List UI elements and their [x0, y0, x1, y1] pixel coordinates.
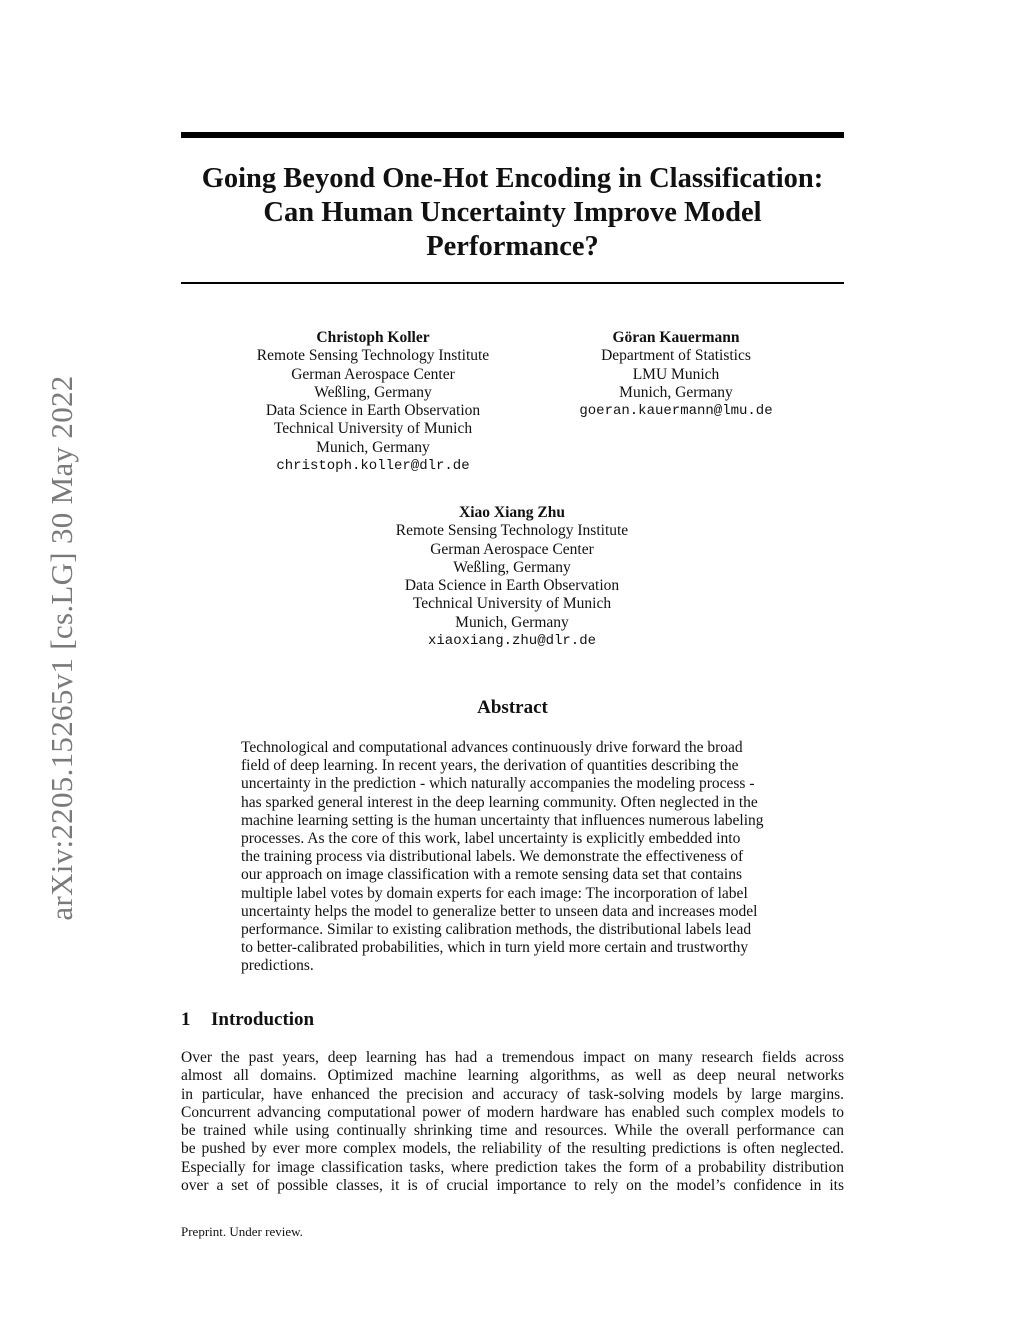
introduction-text	[181, 1049, 844, 1195]
abstract-line: multiple label votes by domain experts for each image: The incorporation of label	[241, 884, 748, 902]
section-number: 1	[181, 1009, 191, 1030]
intro-line: almost all domains. Optimized machine learning algorithms, as well as deep neural networks	[181, 1067, 844, 1085]
author-affiliation: LMU Munich	[632, 365, 720, 383]
abstract-line: field of deep learning. In recent years, the derivation of quantities describing the	[241, 757, 739, 775]
abstract-line: to better-calibrated probabilities, which in turn yield more certain and trustworthy	[241, 939, 749, 957]
abstract-heading: Abstract	[477, 697, 548, 718]
abstract-text	[241, 739, 785, 976]
preprint-footer: Preprint. Under review.	[181, 1224, 303, 1239]
intro-line: be trained while using continually shrinking time and resources. While the overall performance can	[181, 1122, 844, 1140]
author-affiliation: Technical University of Munich	[273, 420, 473, 438]
abstract-line: machine learning setting is the human uncertainty that influences numerous labeling	[241, 811, 764, 829]
author-email[interactable]: christoph.koller@dlr.de	[276, 458, 470, 475]
author-email[interactable]: goeran.kauermann@lmu.de	[579, 403, 773, 420]
author-name: Christoph Koller	[316, 329, 430, 346]
abstract-line: performance. Similar to existing calibration methods, the distributional labels lead	[241, 921, 752, 939]
author-email[interactable]: xiaoxiang.zhu@dlr.de	[427, 633, 597, 650]
title-line: Performance?	[426, 231, 599, 262]
title-bottom-rule	[181, 282, 844, 284]
paper-title	[181, 162, 844, 264]
author-affiliation: German Aerospace Center	[291, 365, 455, 383]
abstract-line: processes. As the core of this work, label uncertainty is explicitly embedded into	[241, 830, 741, 848]
author-affiliation: Weßling, Germany	[314, 383, 432, 401]
intro-line: over a set of possible classes, it is of crucial importance to rely on the model’s confidence in its	[181, 1177, 844, 1195]
author-affiliation: German Aerospace Center	[430, 540, 594, 558]
abstract-line: Technological and computational advances continuously drive forward the broad	[241, 739, 743, 756]
title-line: Can Human Uncertainty Improve Model	[263, 197, 762, 228]
author-affiliation: Munich, Germany	[316, 438, 430, 456]
section-title: Introduction	[211, 1009, 315, 1030]
abstract-line: the training process via distributional labels. We demonstrate the effectiveness of	[241, 848, 744, 866]
arxiv-identifier: arXiv:2205.15265v1 [cs.LG] 30 May 2022	[44, 375, 79, 921]
abstract-line: has sparked general interest in the deep learning community. Often neglected in the	[241, 793, 758, 811]
intro-line: Over the past years, deep learning has had a tremendous impact on many research fields across	[181, 1049, 844, 1066]
section-heading-introduction	[181, 1009, 314, 1031]
abstract-line: predictions.	[241, 957, 314, 975]
author-block-kauermann	[546, 329, 806, 420]
author-name: Göran Kauermann	[612, 329, 740, 346]
author-affiliation: Data Science in Earth Observation	[404, 577, 620, 595]
author-affiliation: Data Science in Earth Observation	[265, 402, 481, 420]
title-line: Going Beyond One-Hot Encoding in Classification:	[201, 163, 824, 194]
author-block-zhu	[362, 504, 662, 650]
author-affiliation: Remote Sensing Technology Institute	[395, 522, 629, 540]
author-block-koller	[223, 329, 523, 475]
intro-line: Especially for image classification tasks, where prediction takes the form of a probability distribution	[181, 1158, 844, 1176]
author-name: Xiao Xiang Zhu	[459, 504, 565, 521]
author-affiliation: Remote Sensing Technology Institute	[256, 347, 490, 365]
intro-line: be pushed by ever more complex models, the reliability of the resulting predictions is often neglected.	[181, 1140, 844, 1158]
intro-line: in particular, have enhanced the precision and accuracy of task-solving models by large margins.	[181, 1085, 844, 1103]
author-affiliation: Weßling, Germany	[453, 558, 571, 576]
author-affiliation: Department of Statistics	[601, 347, 751, 365]
author-affiliation: Munich, Germany	[455, 613, 569, 631]
abstract-line: uncertainty helps the model to generalize better to unseen data and increases model	[241, 902, 758, 920]
intro-line: Concurrent advancing computational power of modern hardware has enabled such complex models to	[181, 1103, 844, 1121]
author-affiliation: Munich, Germany	[619, 383, 733, 401]
author-affiliation: Technical University of Munich	[412, 595, 612, 613]
title-top-rule	[181, 132, 844, 138]
abstract-line: uncertainty in the prediction - which naturally accompanies the modeling process -	[241, 775, 755, 793]
abstract-line: our approach on image classification with a remote sensing data set that contains	[241, 866, 743, 884]
